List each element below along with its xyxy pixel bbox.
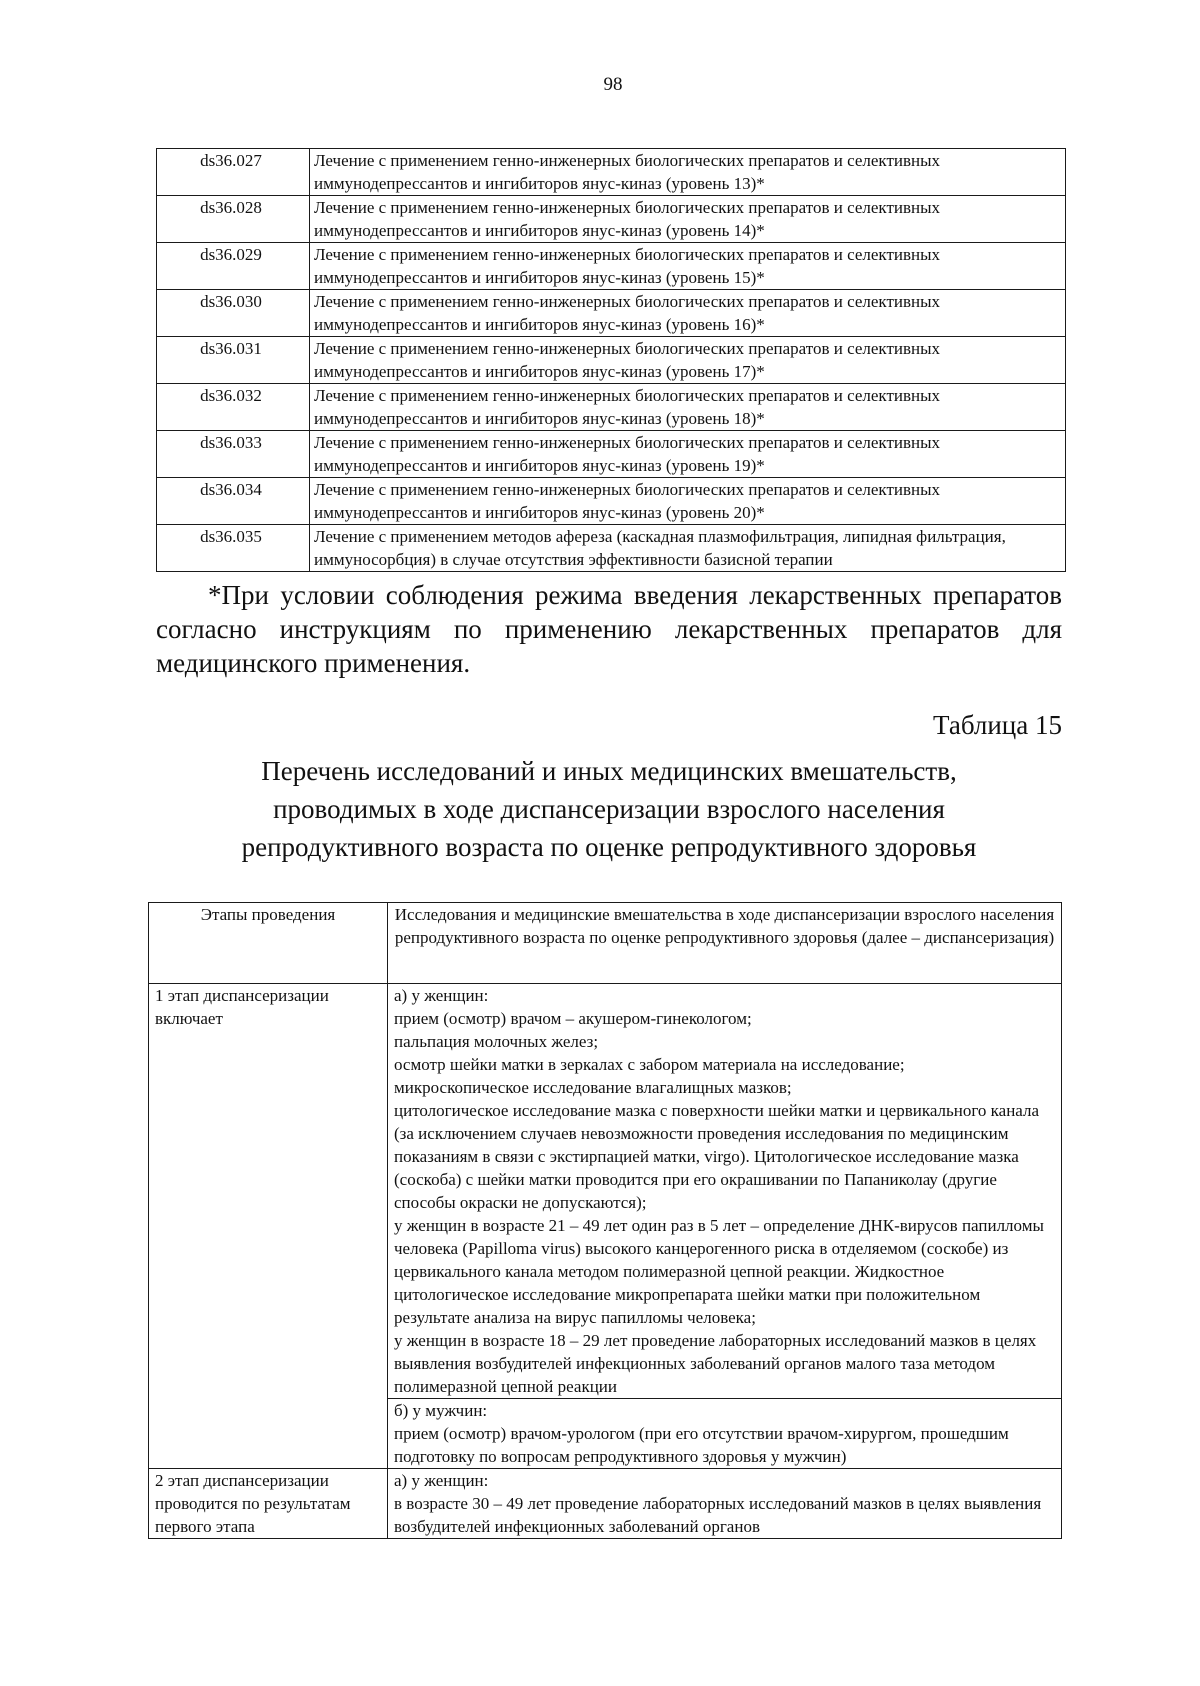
table-row [157,337,1066,384]
stage1-women-cell [388,984,1062,1399]
row-code: ds36.035 [157,525,310,572]
list-item: цитологическое исследование мазка с поверхности шейки матки и цервикального канала (за исключением случаев невозможности проведения исследования по медицинским показаниям в связи с экстирпацией матки, virgo). Цитологическое исследование мазка (соскоба) с шейки матки проводится при его окрашивании по Папаниколау (другие способы окраски не допускаются); [394,1101,1040,1212]
table-label: Таблица 15 [933,710,1062,740]
list-item: а) у женщин: [394,986,489,1005]
row-description: Лечение с применением методов афереза (каскадная плазмофильтрация, липидная фильтрация, иммуносорбция) в случае отсутствия эффективности базисной терапии [310,525,1066,572]
table-row [149,984,1062,1399]
row-description: Лечение с применением генно-инженерных биологических препаратов и селективных иммунодепрессантов и ингибиторов янус-киназ (уровень 14)* [310,196,1066,243]
row-description: Лечение с применением генно-инженерных биологических препаратов и селективных иммунодепрессантов и ингибиторов янус-киназ (уровень 20)* [310,478,1066,525]
row-description: Лечение с применением генно-инженерных биологических препаратов и селективных иммунодепрессантов и ингибиторов янус-киназ (уровень 13)* [310,149,1066,196]
examinations-table [148,902,1062,1539]
table-title-line: репродуктивного возраста по оценке репродуктивного здоровья [241,832,977,862]
footnote: *При условии соблюдения режима введения лекарственных препаратов согласно инструкциям по применению лекарственных препаратов для медицинского применения. [156,580,1062,678]
row-description: Лечение с применением генно-инженерных биологических препаратов и селективных иммунодепрессантов и ингибиторов янус-киназ (уровень 19)* [310,431,1066,478]
table-row [157,478,1066,525]
row-code: ds36.033 [157,431,310,478]
list-item: б) у мужчин: [394,1401,488,1420]
row-description: Лечение с применением генно-инженерных биологических препаратов и селективных иммунодепрессантов и ингибиторов янус-киназ (уровень 17)* [310,337,1066,384]
row-description: Лечение с применением генно-инженерных биологических препаратов и селективных иммунодепрессантов и ингибиторов янус-киназ (уровень 15)* [310,243,1066,290]
header-stages: Этапы проведения [149,903,388,984]
table-row [157,149,1066,196]
list-item: у женщин в возрасте 21 – 49 лет один раз в 5 лет – определение ДНК-вирусов папилломы человека (Papilloma virus) высокого канцерогенного риска в отделяемом (соскобе) из цервикального канала методом полимеразной цепной реакции. Жидкостное цитологическое исследование микропрепарата шейки матки при положительном результате анализа на вирус папилломы человека; [394,1216,1044,1327]
list-item: прием (осмотр) врачом-урологом (при его отсутствии врачом-хирургом, прошедшим подготовку по вопросам репродуктивного здоровья у мужчин) [394,1424,1009,1466]
table-row [157,290,1066,337]
list-item: прием (осмотр) врачом – акушером-гинекологом; [394,1009,752,1028]
row-code: ds36.032 [157,384,310,431]
table-title-line: проводимых в ходе диспансеризации взрослого населения [273,794,945,824]
table-row [149,1469,1062,1539]
row-code: ds36.027 [157,149,310,196]
table-row [157,525,1066,572]
stage2-label: 2 этап диспансеризации проводится по результатам первого этапа [149,1469,388,1539]
table-row [157,196,1066,243]
table-row [157,431,1066,478]
row-description: Лечение с применением генно-инженерных биологических препаратов и селективных иммунодепрессантов и ингибиторов янус-киназ (уровень 18)* [310,384,1066,431]
row-code: ds36.030 [157,290,310,337]
row-code: ds36.031 [157,337,310,384]
table-title [156,752,1062,866]
row-code: ds36.028 [157,196,310,243]
table-header-row [149,903,1062,984]
header-examinations: Исследования и медицинские вмешательства в ходе диспансеризации взрослого населения репродуктивного возраста по оценке репродуктивного здоровья (далее – диспансеризация) [388,903,1062,984]
list-item: микроскопическое исследование влагалищных мазков; [394,1078,792,1097]
row-code: ds36.029 [157,243,310,290]
list-item: пальпация молочных желез; [394,1032,599,1051]
stage1-men-cell [388,1399,1062,1469]
page-number: 98 [603,74,623,95]
row-description: Лечение с применением генно-инженерных биологических препаратов и селективных иммунодепрессантов и ингибиторов янус-киназ (уровень 16)* [310,290,1066,337]
list-item: в возрасте 30 – 49 лет проведение лабораторных исследований мазков в целях выявления возбудителей инфекционных заболеваний органов [394,1494,1042,1536]
list-item: а) у женщин: [394,1471,489,1490]
tariff-codes-table [156,148,1066,572]
table-title-line: Перечень исследований и иных медицинских вмешательств, [261,756,957,786]
stage1-label: 1 этап диспансеризации включает [149,984,388,1469]
list-item: осмотр шейки матки в зеркалах с забором материала на исследование; [394,1055,905,1074]
table-row [157,243,1066,290]
table-row [157,384,1066,431]
row-code: ds36.034 [157,478,310,525]
list-item: у женщин в возрасте 18 – 29 лет проведение лабораторных исследований мазков в целях выявления возбудителей инфекционных заболеваний органов малого таза методом полимеразной цепной реакции [394,1331,1037,1396]
stage2-women-cell [388,1469,1062,1539]
